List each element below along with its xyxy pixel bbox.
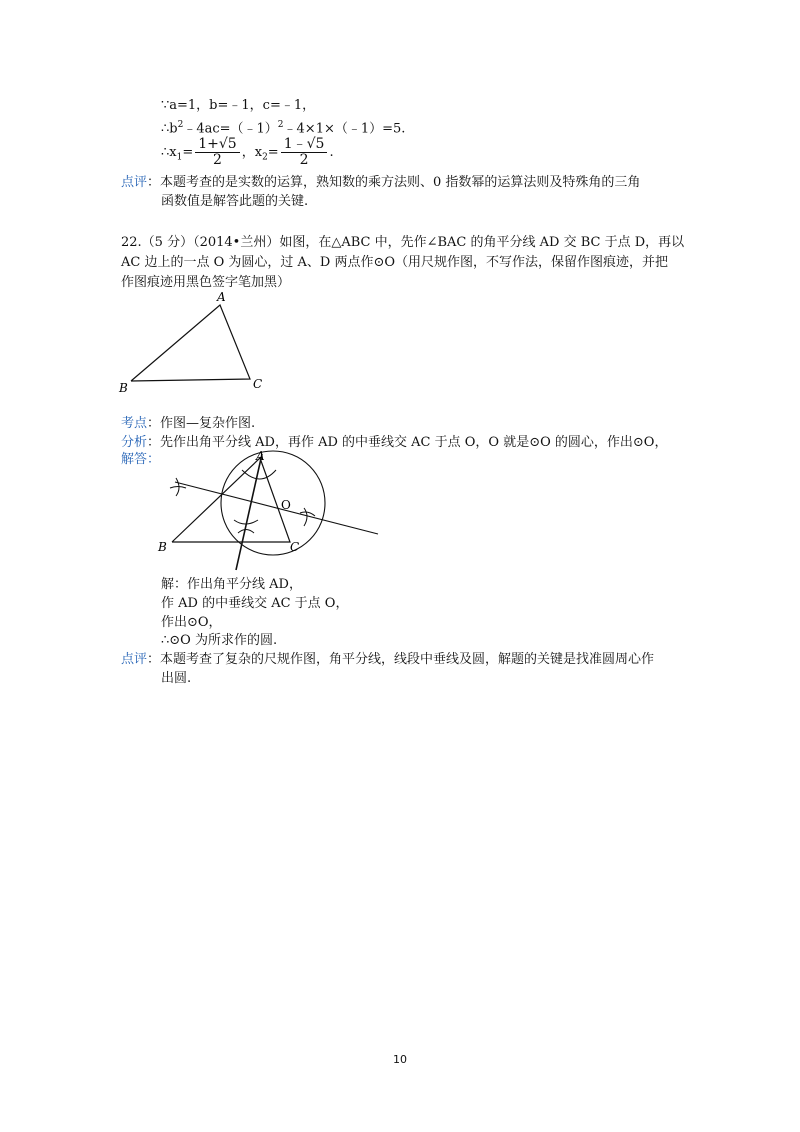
review-2-cont: 出圆. bbox=[161, 671, 192, 686]
roots-line bbox=[161, 136, 334, 175]
roots-mid: ，x bbox=[241, 145, 263, 160]
kaodian-label: 考点 bbox=[121, 416, 148, 431]
roots-sub2: 2 bbox=[262, 152, 268, 163]
q22-line2: AC 边上的一点 O 为圆心，过 A、D 两点作⊙O（用尺规作图，不写作法，保留作图痕迹，并把 bbox=[121, 255, 669, 270]
review-2-label: 点评 bbox=[121, 652, 148, 667]
roots-sub1: 1 bbox=[176, 152, 183, 163]
fig1-label-c: C bbox=[253, 377, 263, 391]
fig2-label-c: C bbox=[290, 540, 300, 554]
jieda-label: 解答 bbox=[121, 452, 148, 467]
roots-eq1: = bbox=[182, 145, 194, 160]
fig2-label-b: B bbox=[158, 540, 167, 554]
fenxi-label: 分析 bbox=[121, 435, 148, 450]
discriminant-line bbox=[161, 116, 405, 138]
q22-line1: 22.（5 分）（2014•兰州）如图，在△ABC 中，先作∠BAC 的角平分线 AD 交 BC 于点 D，再以 bbox=[121, 235, 685, 250]
solution-step-4: ∴⊙O 为所求作的圆. bbox=[161, 633, 278, 648]
page-number: 10 bbox=[393, 1053, 407, 1066]
solution-step-2: 作 AD 的中垂线交 AC 于点 O， bbox=[161, 596, 349, 611]
root1-numerator: 1+√5 bbox=[195, 137, 239, 153]
kaodian-text: ：作图—复杂作图. bbox=[147, 416, 256, 431]
disc-sup1: 2 bbox=[177, 120, 184, 130]
triangle-figure bbox=[115, 290, 275, 395]
q22-line3: 作图痕迹用黑色签字笔加黑） bbox=[121, 275, 291, 290]
solution-step-3: 作出⊙O， bbox=[161, 615, 222, 630]
disc-sup2: 2 bbox=[277, 120, 284, 130]
root1-denominator: 2 bbox=[213, 152, 222, 168]
root2-numerator: 1﹣√5 bbox=[281, 137, 328, 153]
fig2-label-o: O bbox=[281, 498, 291, 512]
given-coefficients: ∵a=1，b=﹣1，c=﹣1， bbox=[161, 98, 316, 113]
review-2 bbox=[121, 651, 654, 669]
construction-figure bbox=[150, 448, 385, 573]
roots-end: . bbox=[329, 145, 334, 160]
fig1-label-b: B bbox=[119, 381, 128, 395]
review-1-text: ：本题考查的是实数的运算，熟知数的乘方法则、0 指数幂的运算法则及特殊角的三角 bbox=[147, 175, 641, 190]
review-1 bbox=[121, 174, 640, 192]
kaodian bbox=[121, 415, 255, 433]
review-1-cont: 函数值是解答此题的关键. bbox=[161, 194, 309, 209]
fig2-label-a: A bbox=[256, 449, 265, 463]
fig1-label-a: A bbox=[217, 290, 226, 304]
root2-fraction bbox=[281, 137, 328, 168]
fenxi-text: ：先作出角平分线 AD，再作 AD 的中垂线交 AC 于点 O，O 就是⊙O 的圆心，作出⊙O， bbox=[147, 435, 668, 450]
disc-b: ﹣4ac=（﹣1） bbox=[183, 121, 278, 137]
roots-eq2: = bbox=[267, 145, 279, 160]
root2-denominator: 2 bbox=[299, 152, 309, 168]
review-1-label: 点评 bbox=[121, 175, 148, 190]
disc-c: ﹣4×1×（﹣1）=5. bbox=[283, 121, 406, 137]
solution-step-1: 解：作出角平分线 AD， bbox=[161, 577, 302, 592]
disc-a: ∴b bbox=[161, 121, 178, 137]
root1-fraction bbox=[195, 137, 239, 168]
roots-prefix: ∴x bbox=[161, 145, 177, 160]
jieda-colon: ： bbox=[147, 452, 161, 467]
review-2-text: ：本题考查了复杂的尺规作图，角平分线，线段中垂线及圆，解题的关键是找准圆周心作 bbox=[147, 652, 655, 667]
